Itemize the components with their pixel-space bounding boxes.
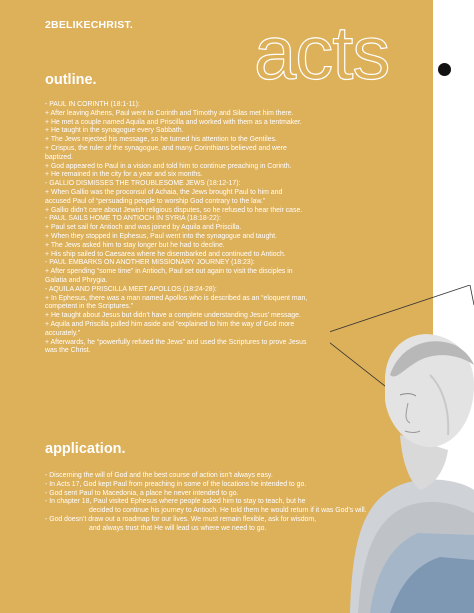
- outline-point-text: + The Jews asked him to stay longer but he had to decline.: [45, 241, 225, 249]
- outline-point: [45, 268, 430, 277]
- outline-point-continued: competent in the Scriptures.”: [45, 303, 134, 311]
- application-point: [45, 472, 385, 481]
- outline-point-text: + Crispus, the ruler of the synagogue, and many Corinthians believed and were: [45, 144, 287, 152]
- outline-point-continued: accurately.”: [45, 329, 81, 337]
- outline-point-text: + After spending “some time” in Antioch, Paul set out again to visit the disciples in: [45, 268, 293, 276]
- outline-point-text: + After leaving Athens, Paul went to Corinth and Timothy and Silas met him there.: [45, 109, 294, 117]
- application-text-continued: and always trust that He will lead us where we need to go.: [89, 524, 267, 532]
- outline-point: [45, 145, 430, 154]
- outline-point: [45, 119, 430, 128]
- outline-point-continued: accused Paul of “persuading people to worship God contrary to the law.”: [45, 197, 266, 205]
- outline-point-text: + Gallio didn’t care about Jewish religious disputes, so he refused to hear their case.: [45, 206, 303, 214]
- outline-point: [45, 251, 430, 260]
- application-text: - God doesn’t draw out a roadmap for our lives. We must remain flexible, ask for wisdom,: [45, 515, 317, 523]
- outline-point: [45, 242, 430, 251]
- outline-point-text: + Afterwards, he “powerfully refuted the Jews” and used the Scriptures to prove Jesus: [45, 338, 307, 346]
- outline-point-text: + He taught in the synagogue every Sabbath.: [45, 127, 184, 135]
- brand-logo: 2BELIKECHRIST.: [45, 19, 133, 31]
- outline-point-text: + He taught about Jesus but didn’t have a complete understanding Jesus’ message.: [45, 312, 301, 320]
- outline-point-continued: Galatia and Phrygia.: [45, 276, 108, 284]
- outline-point-text: + The Jews rejected his message, so he turned his attention to the Gentiles.: [45, 136, 277, 144]
- outline-point-text: + God appeared to Paul in a vision and told him to continue preaching in Corinth.: [45, 162, 292, 170]
- outline-point-text: + Paul set sail for Antioch and was joined by Aquila and Priscilla.: [45, 224, 242, 232]
- outline-point: [45, 207, 430, 216]
- outline-section: - PAUL IN CORINTH (18:1-11):: [45, 101, 140, 108]
- application-text: - God sent Paul to Macedonia, a place he never intended to go.: [45, 489, 239, 497]
- application-text-continued: decided to continue his journey to Antioch. He told them he would return if it was God’s will.: [89, 507, 367, 515]
- outline-point-text: + He met a couple named Aquila and Priscilla and worked with them as a tentmaker.: [45, 118, 302, 126]
- application-text: - In Acts 17, God kept Paul from preaching in some of the locations he intended to go.: [45, 480, 307, 488]
- application-point: [45, 481, 385, 490]
- title-dot: [438, 63, 451, 76]
- statue-illustration: [330, 285, 474, 613]
- application-heading: application.: [45, 441, 126, 457]
- outline-point: [45, 189, 430, 198]
- outline-point-text: + He remained in the city for a year and six months.: [45, 171, 203, 179]
- outline-section: - AQUILA AND PRISCILLA MEET APOLLOS (18:24-28):: [45, 285, 217, 293]
- outline-point: [45, 171, 430, 180]
- outline-point: [45, 110, 430, 119]
- application-text: - Discerning the will of God and the best course of action isn’t always easy.: [45, 472, 273, 479]
- outline-point-text: + His ship sailed to Caesarea where he disembarked and continued to Antioch.: [45, 250, 286, 258]
- outline-section: - PAUL SAILS HOME TO ANTIOCH IN SYRIA (18:18-22):: [45, 215, 221, 223]
- outline-point: [45, 224, 430, 233]
- application-point: [45, 516, 385, 534]
- outline-point-text: + Aquila and Priscilla pulled him aside and “explained to him the way of God more: [45, 320, 295, 328]
- application-text: - In chapter 18, Paul visited Ephesus where people asked him to stay to teach, but he: [45, 498, 306, 506]
- application-point: [45, 498, 385, 516]
- outline-section: - GALLIO DISMISSES THE TROUBLESOME JEWS (18:12-17):: [45, 180, 241, 188]
- outline-point: [45, 127, 430, 136]
- outline-point: [45, 233, 430, 242]
- application-list: [45, 472, 385, 534]
- outline-point-continued: baptized.: [45, 153, 73, 161]
- book-title: acts: [254, 11, 390, 96]
- outline-section: - PAUL EMBARKS ON ANOTHER MISSIONARY JOURNEY (18:23):: [45, 259, 255, 267]
- outline-point-text: + When Gallio was the proconsul of Achaia, the Jews brought Paul to him and: [45, 188, 283, 196]
- application-point: [45, 490, 385, 499]
- outline-point: [45, 136, 430, 145]
- outline-point-continued: was the Christ.: [45, 347, 91, 355]
- outline-heading: outline.: [45, 72, 97, 88]
- outline-point: [45, 163, 430, 172]
- outline-point-text: + In Ephesus, there was a man named Apollos who is described as an “eloquent man,: [45, 294, 308, 302]
- outline-point-text: + When they stopped in Ephesus, Paul went into the synagogue and taught.: [45, 232, 277, 240]
